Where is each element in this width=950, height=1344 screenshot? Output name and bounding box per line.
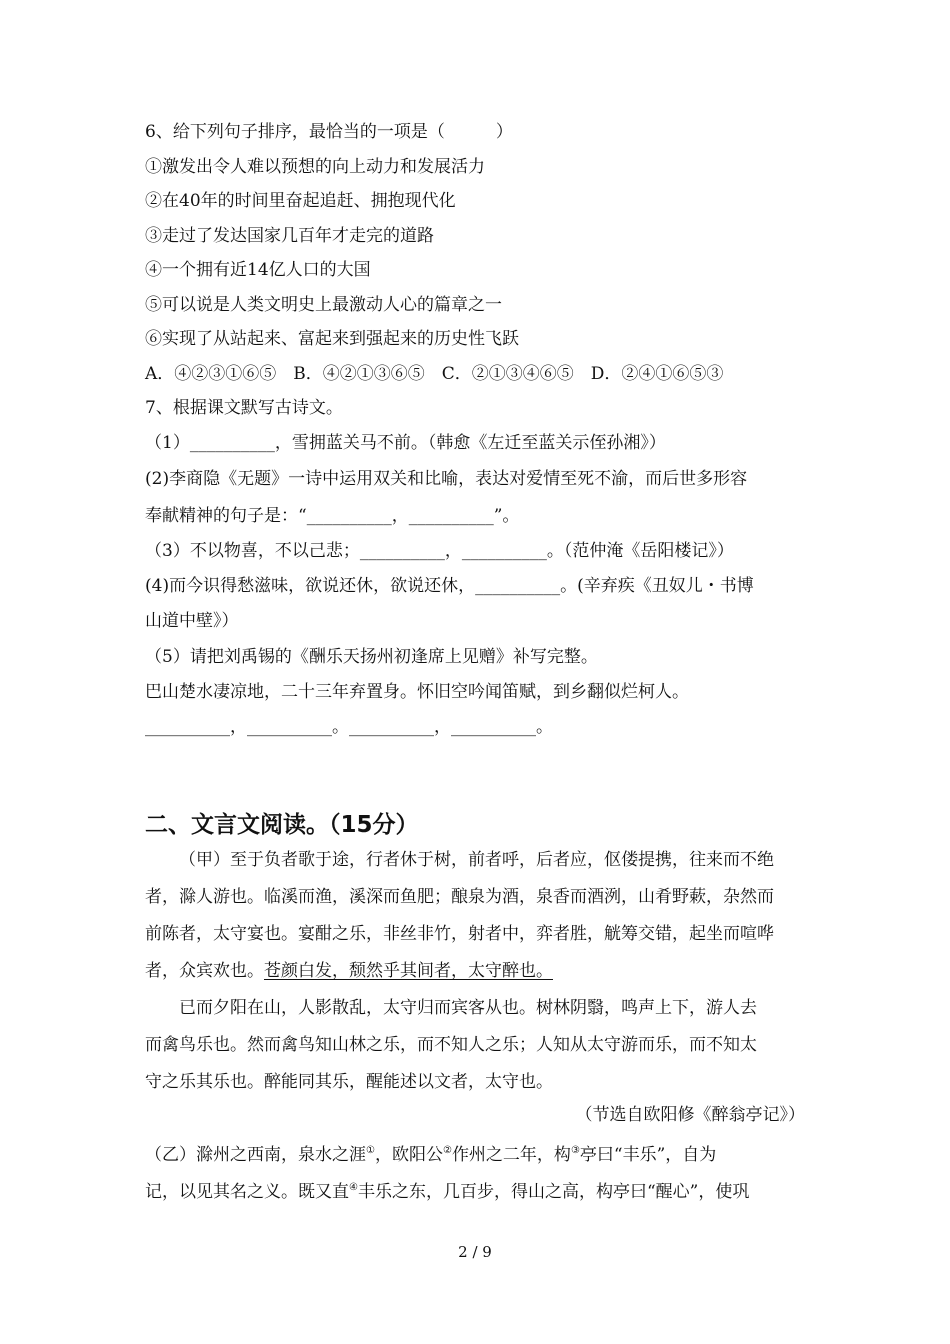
- yi-line-1-part-b: ，欧阳公: [374, 1145, 443, 1165]
- jia-line-6: 而禽鸟乐也。然而禽鸟知山林之乐，而不知人之乐；人知从太守游而乐，而不知太: [145, 1035, 757, 1055]
- q7-part-5-poem: 巴山楚水凄凉地，二十三年弃置身。怀旧空吟闻笛赋，到乡翻似烂柯人。: [145, 682, 689, 702]
- q7-part-2-line-1: (2)李商隐《无题》一诗中运用双关和比喻，表达对爱情至死不渝，而后世多形容: [145, 469, 748, 489]
- yi-line-2: [145, 1177, 749, 1203]
- underlined-sentence: 苍颜白发，颓然乎其间者，太守醉也。: [264, 961, 553, 981]
- jia-line-5: 已而夕阳在山，人影散乱，太守归而宾客从也。树林阴翳，鸣声上下，游人去: [179, 998, 757, 1018]
- q6-item-3: ③走过了发达国家几百年才走完的道路: [145, 226, 434, 246]
- jia-line-4-text: 者，众宾欢也。: [145, 961, 264, 981]
- q6-stem: 6、给下列句子排序，最恰当的一项是（ ）: [145, 122, 513, 142]
- q6-item-5: ⑤可以说是人类文明史上最激动人心的篇章之一: [145, 295, 502, 315]
- section-2-heading: 二、文言文阅读。（15分）: [145, 812, 419, 838]
- footnote-marker-4: ④: [349, 1182, 358, 1193]
- jia-line-2: 者，滁人游也。临溪而渔，溪深而鱼肥；酿泉为酒，泉香而酒洌，山肴野蔌，杂然而: [145, 887, 774, 907]
- footnote-marker-2: ②: [442, 1145, 452, 1156]
- yi-line-1-part-c: 作州之二年，构: [451, 1145, 571, 1165]
- q7-part-4-line-1: (4)而今识得愁滋味，欲说还休，欲说还休，__________。(辛弃疾《丑奴儿・书博: [145, 576, 754, 596]
- q7-part-3: （3）不以物喜，不以己悲；__________，__________。（范仲淹《岳阳楼记》）: [145, 541, 734, 561]
- q7-part-4-line-2: 山道中壁》）: [145, 611, 239, 631]
- yi-line-1-part-d: 亭曰“丰乐”，自为: [579, 1145, 717, 1165]
- jia-line-4: [145, 960, 553, 982]
- yi-line-1: [145, 1140, 716, 1166]
- yi-line-2-part-b: 丰乐之东，几百步，得山之高，构亭曰“醒心”，使巩: [357, 1182, 750, 1202]
- footnote-marker-1: ①: [366, 1145, 375, 1156]
- q7-part-2-line-2: 奉献精神的句子是：“__________，__________”。: [145, 506, 520, 526]
- jia-line-1: （甲）至于负者歌于途，行者休于树，前者呼，后者应，伛偻提携，往来而不绝: [179, 850, 774, 870]
- q7-part-5-blanks: __________，__________。__________，__________。: [145, 717, 553, 737]
- footnote-marker-3: ③: [570, 1145, 580, 1156]
- page-number: 2 / 9: [458, 1243, 492, 1261]
- yi-line-1-part-a: （乙）滁州之西南，泉水之涯: [145, 1145, 366, 1165]
- q7-part-5: （5）请把刘禹锡的《酬乐天扬州初逢席上见赠》补写完整。: [145, 647, 598, 667]
- yi-line-2-part-a: 记，以见其名之义。既又直: [145, 1182, 349, 1202]
- passage-source: （节选自欧阳修《醉翁亭记》）: [575, 1105, 805, 1125]
- q7-stem: 7、根据课文默写古诗文。: [145, 398, 343, 418]
- q6-options: A．④②③①⑥⑤ B．④②①③⑥⑤ C．②①③④⑥⑤ D．②④①⑥⑤③: [145, 364, 724, 384]
- q6-item-4: ④一个拥有近14亿人口的大国: [145, 260, 371, 280]
- jia-line-3: 前陈者，太守宴也。宴酣之乐，非丝非竹，射者中，弈者胜，觥筹交错，起坐而喧哗: [145, 924, 774, 944]
- q7-part-1: （1）__________，雪拥蓝关马不前。（韩愈《左迁至蓝关示侄孙湘》）: [145, 433, 666, 453]
- q6-item-1: ①激发出令人难以预想的向上动力和发展活力: [145, 157, 485, 177]
- jia-line-7: 守之乐其乐也。醉能同其乐，醒能述以文者，太守也。: [145, 1072, 553, 1092]
- q6-item-6: ⑥实现了从站起来、富起来到强起来的历史性飞跃: [145, 329, 519, 349]
- q6-item-2: ②在40年的时间里奋起追赶、拥抱现代化: [145, 191, 456, 211]
